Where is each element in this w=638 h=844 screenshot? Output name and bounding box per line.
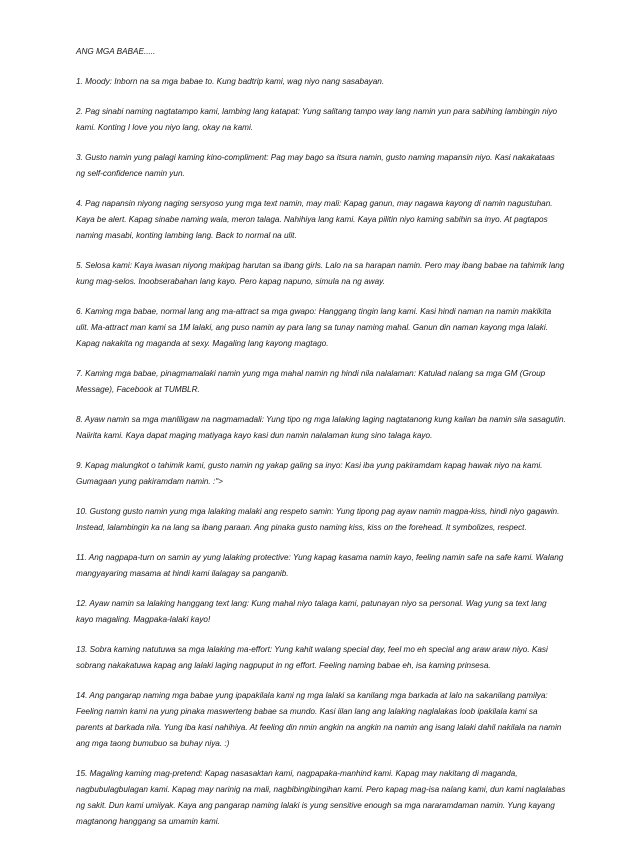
document-title: ANG MGA BABAE.....	[76, 47, 156, 56]
list-item-11: 11. Ang nagpapa-turn on samin ay yung lalaking protective: Yung kapag kasama namin kayo, feeling namin safe na safe kami. Walang mangyayaring masama at hindi kami ilalagay sa panganib.	[76, 553, 564, 578]
list-item-13: 13. Sobra kaming natutuwa sa mga lalaking ma-effort: Yung kahit walang special day, feel mo eh special ang araw araw niyo. Kasi sobrang nakakatuwa kapag ang lalaki laging nagpuput in ng effort. Feeling naming babae eh, isa kaming prinsesa.	[76, 645, 548, 670]
document-page	[76, 44, 566, 844]
list-item-12: 12. Ayaw namin sa lalaking hanggang text lang: Kung mahal niyo talaga kami, patunayan niyo sa personal. Wag yung sa text lang kayo magaling. Magpaka-lalaki kayo!	[76, 599, 547, 624]
list-item-15: 15. Magaling kaming mag-pretend: Kapag nasasaktan kami, nagpapaka-manhind kami. Kapag may nakitang di maganda, nagbubulagbulagan kami. Kapag may narinig na mali, nagbibingibingihan kami. Pero kapag mag-isa nalang kami, dun kami naglalabas ng sakit. Dun kami umiiyak. Kaya ang pangarap naming lalaki is yung sensitive enough sa mga nararamdaman namin. Yung kayang magtanong hanggang sa umamin kami.	[76, 769, 566, 826]
list-item-7: 7. Kaming mga babae, pinagmamalaki namin yung mga mahal namin ng hindi nila nalalaman: Katulad nalang sa mga GM (Group Message), Facebook at TUMBLR.	[76, 369, 546, 394]
list-item-6: 6. Kaming mga babae, normal lang ang ma-attract sa mga gwapo: Hanggang tingin lang kami. Kasi hindi naman na namin makikita ulit. Ma-attract man kami sa 1M lalaki, ang puso namin ay para lang sa tunay naming mahal. Ganun din naman kayong mga lalaki. Kapag nakakita ng maganda at sexy. Magaling lang kayong magtago.	[76, 307, 552, 348]
list-item-2: 2. Pag sinabi naming nagtatampo kami, lambing lang katapat: Yung salitang tampo way lang namin yun para sabihing lambingin niyo kami. Konting I love you niyo lang, okay na kami.	[76, 107, 558, 132]
list-item-9: 9. Kapag malungkot o tahimik kami, gusto namin ng yakap galing sa inyo: Kasi iba yung pakiramdam kapag hawak niyo na kami. Gumagaan yung pakiramdam namin. :">	[76, 461, 543, 486]
list-item-14: 14. Ang pangarap naming mga babae yung ipapakilala kami ng mga lalaki sa kanilang mga barkada at lalo na sakanilang pamilya: Feeling namin kami na yung pinaka maswerteng babae sa mundo. Kasi iilan lang ang lalaking naglalakas loob ipakilala kami sa parents at barkada nila. Yung iba kasi nahihiya. At feeling din nmin angkin na angkin na namin ang isang lalaki dahil nakilala na namin ang mga taong bumubuo sa buhay niya. :)	[76, 691, 562, 748]
list-item-8: 8. Ayaw namin sa mga manliligaw na nagmamadali: Yung tipo ng mga lalaking laging nagtatanong kung kailan ba namin sila sasagutin. Naiirita kami. Kaya dapat maging matiyaga kayo kasi dun namin nalalaman kung sino talaga kayo.	[76, 415, 566, 440]
list-item-5: 5. Selosa kami: Kaya iwasan niyong makipag harutan sa ibang girls. Lalo na sa harapan namin. Pero may ibang babae na tahimik lang kung mag-selos. Inoobserabahan lang kayo. Pero kapag napuno, simula na ng away.	[76, 261, 565, 286]
list-item-3: 3. Gusto namin yung palagi kaming kino-compliment: Pag may bago sa itsura namin, gusto naming mapansin niyo. Kasi nakakataas ng self-confidence namin yun.	[76, 153, 555, 178]
list-item-4: 4. Pag napansin niyong naging sersyoso yung mga text namin, may mali: Kapag ganun, may nagawa kayong di namin nagustuhan. Kaya be alert. Kapag sinabe naming wala, meron talaga. Nahihiya lang kami. Kaya pilitin niyo kaming sabihin sa inyo. At pagtapos naming masabi, konting lambing lang. Back to normal na ulit.	[76, 199, 553, 240]
list-item-1: 1. Moody: Inborn na sa mga babae to. Kung badtrip kami, wag niyo nang sasabayan.	[76, 77, 385, 86]
list-item-10: 10. Gustong gusto namin yung mga lalaking malaki ang respeto samin: Yung tipong pag ayaw namin magpa-kiss, hindi niyo gagawin. Instead, lalambingin ka na lang sa ibang paraan. Ang pinaka gusto naming kiss, kiss on the forehead. It symbolizes, respect.	[76, 507, 560, 532]
